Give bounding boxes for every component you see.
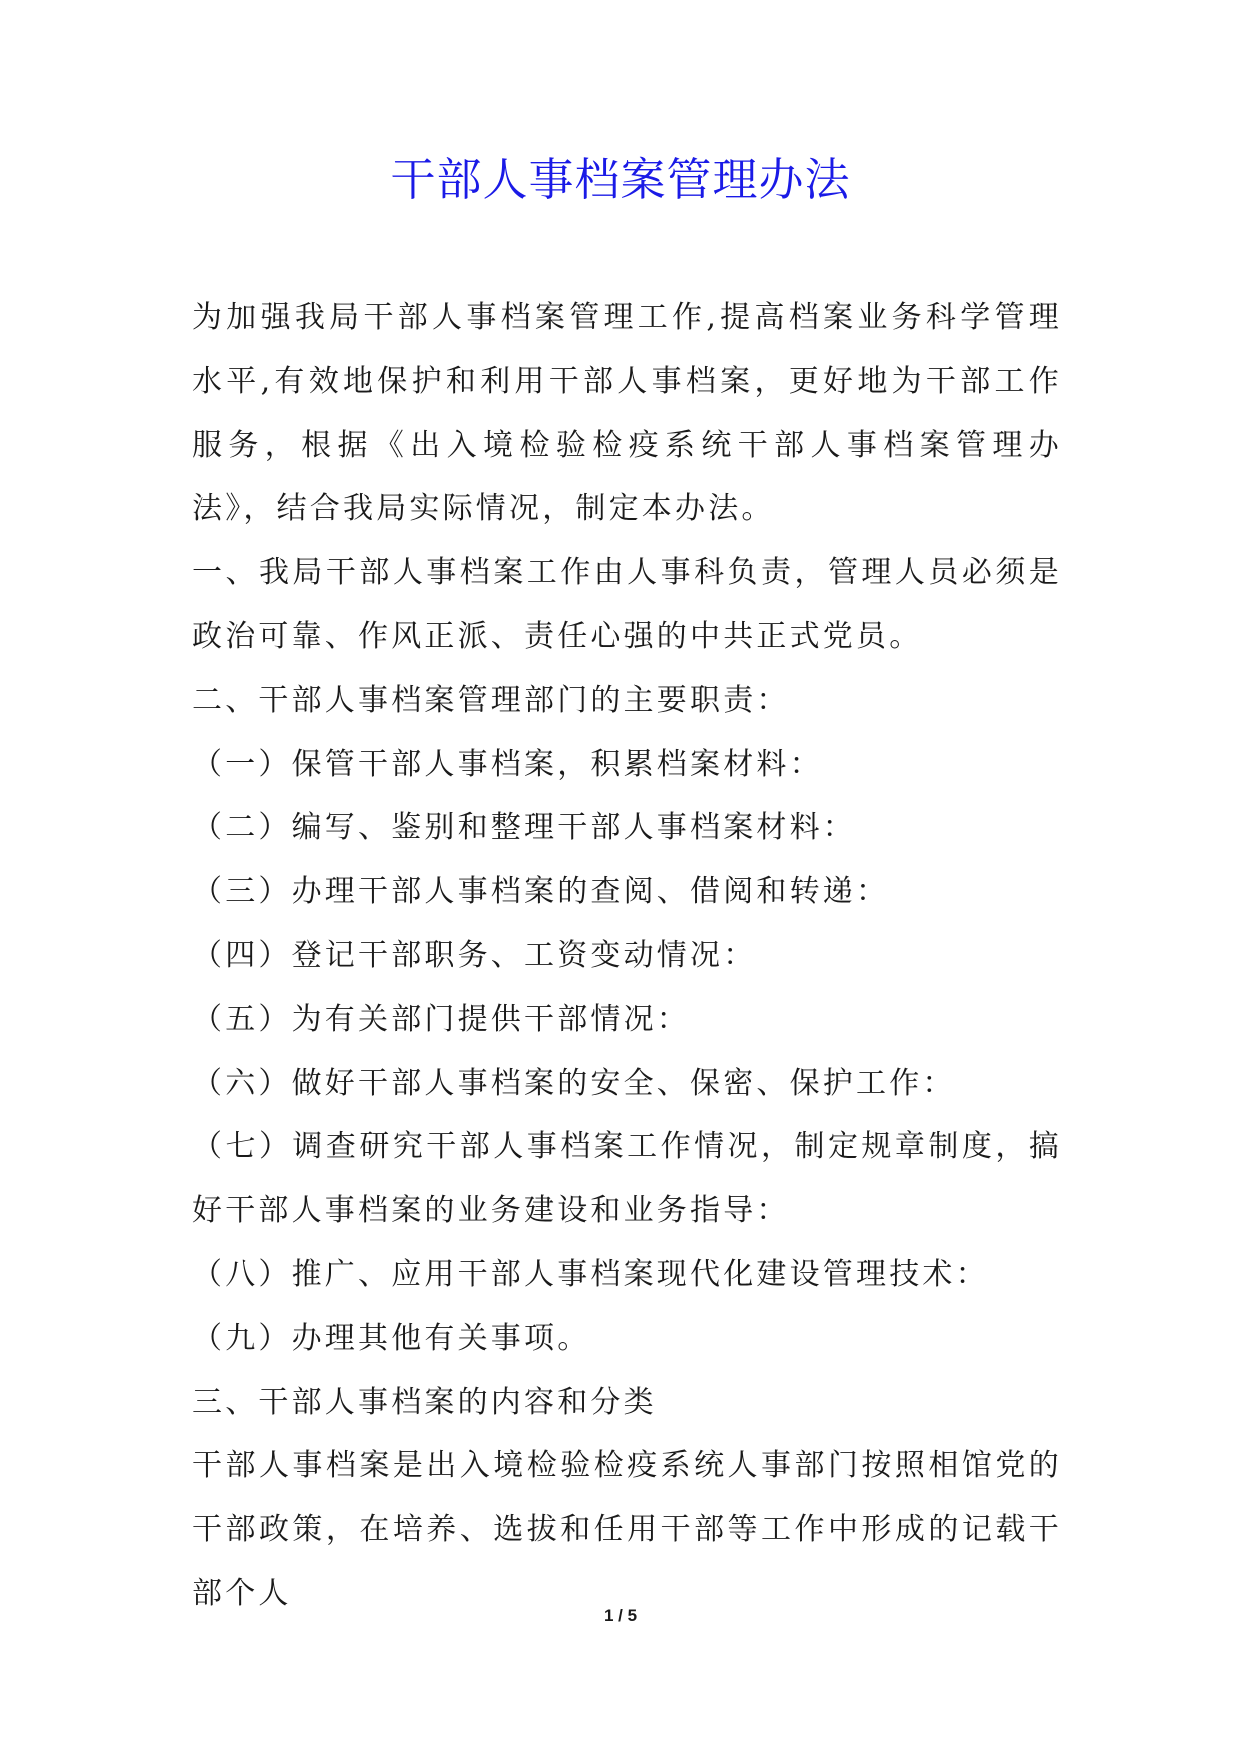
document-title: 干部人事档案管理办法 (390, 153, 851, 206)
list-item: （四）登记干部职务、工资变动情况： (192, 937, 757, 973)
paragraph-section-3-body: 干部人事档案是出入境检验检疫系统人事部门按照相馆党的干部政策，在培养、选拔和任用干部等工作中形成的记载干部个人 (192, 1448, 1062, 1611)
list-item: （六）做好干部人事档案的安全、保密、保护工作： (192, 1065, 956, 1101)
paragraph-section-2: 二、干部人事档案管理部门的主要职责： (192, 682, 790, 718)
paragraph-intro: 为加强我局干部人事档案管理工作,提高档案业务科学管理水平,有效地保护和利用干部人事档案，更好地为干部工作服务，根据《出入境检验检疫系统干部人事档案管理办法》，结合我局实际情况，制定本办法。 (192, 300, 1062, 527)
page-number: 1 / 5 (603, 1606, 638, 1625)
list-item: （七）调查研究干部人事档案工作情况，制定规章制度，搞好干部人事档案的业务建设和业务指导： (192, 1129, 1062, 1229)
document-body (192, 286, 1062, 1626)
paragraph-section-3: 三、干部人事档案的内容和分类 (192, 1384, 657, 1420)
list-item: （三）办理干部人事档案的查阅、借阅和转递： (192, 874, 890, 910)
list-item: （五）为有关部门提供干部情况： (192, 1001, 690, 1037)
list-item: （九）办理其他有关事项。 (192, 1320, 591, 1356)
paragraph-section-1: 一、我局干部人事档案工作由人事科负责，管理人员必须是政治可靠、作风正派、责任心强的中共正式党员。 (192, 555, 1062, 654)
list-item: （二）编写、鉴别和整理干部人事档案材料： (192, 810, 856, 846)
list-item: （八）推广、应用干部人事档案现代化建设管理技术： (192, 1256, 989, 1292)
list-item: （一）保管干部人事档案，积累档案材料： (192, 746, 823, 782)
